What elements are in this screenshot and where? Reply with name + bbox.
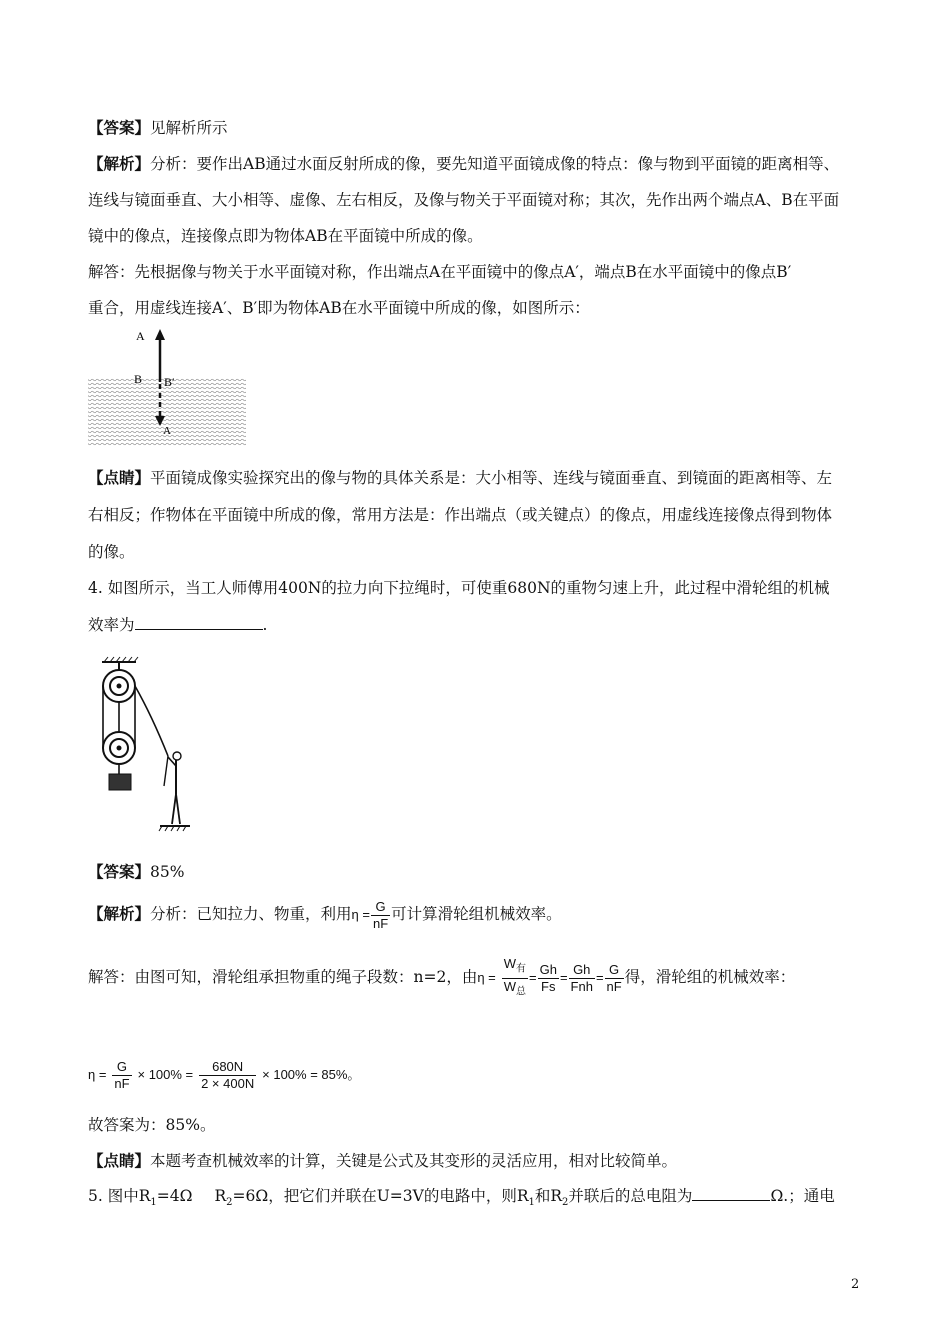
formula-680-over-800 xyxy=(199,1059,256,1092)
pull-rope xyxy=(135,686,168,756)
r1-subscript: 1 xyxy=(528,1197,535,1209)
q4-stem-line-1: 4. 如图所示，当工人师傅用400N的拉力向下拉绳时，可使重680N的重物匀速上升，此过程中滑轮组的机械 xyxy=(88,579,830,597)
times-100-text: × 100% = xyxy=(137,1067,194,1082)
formula-g-nf xyxy=(605,962,624,995)
numerator: G xyxy=(371,899,390,916)
numerator: 680N xyxy=(199,1059,256,1076)
denominator: Fs xyxy=(541,978,556,994)
q5-text-1: 5. 图中R xyxy=(88,1187,151,1205)
denominator xyxy=(502,979,528,1001)
solution-text: 解答：由图可知，滑轮组承担物重的绳子段数：n=2，由 xyxy=(88,968,478,987)
q4-final-answer: 故答案为：85%。 xyxy=(88,1116,216,1134)
q3-analysis-line-3: 镜中的像点，连接像点即为物体AB在平面镜中所成的像。 xyxy=(88,227,483,245)
w-subscript-total: 总 xyxy=(516,986,526,998)
analysis-tag: 【解析】 xyxy=(88,904,151,923)
q3-analysis-line-1 xyxy=(88,154,839,174)
w-subscript-useful: 有 xyxy=(516,963,526,975)
q3-comment-line-3: 的像。 xyxy=(88,543,135,561)
q4-comment-line xyxy=(88,1151,677,1171)
equals-sign: = xyxy=(559,970,568,986)
q3-comment-line-1 xyxy=(88,468,832,488)
eta-symbol: η = xyxy=(88,1067,107,1082)
worker-head-icon xyxy=(173,752,181,760)
label-a-prime: A xyxy=(163,425,171,437)
w-symbol: W xyxy=(503,956,516,971)
denominator: nF xyxy=(372,915,389,931)
label-b: B xyxy=(134,372,143,386)
numerator: G xyxy=(605,962,624,979)
arrow-head-icon xyxy=(155,329,165,340)
q4-solution-line xyxy=(88,956,795,1000)
r2-subscript: 2 xyxy=(226,1197,233,1209)
eta-symbol: η = xyxy=(477,970,496,986)
numerator: G xyxy=(112,1059,131,1076)
equals-sign: = xyxy=(595,970,604,986)
q5-text-3: 并联后的总电阻为 xyxy=(568,1187,693,1205)
w-symbol: W xyxy=(503,978,516,994)
page-number: 2 xyxy=(851,1277,860,1292)
label-b-prime: B′ xyxy=(164,375,175,389)
q4-analysis-line xyxy=(88,896,562,933)
r2-subscript: 2 xyxy=(562,1197,569,1209)
denominator: nF xyxy=(606,978,622,994)
r1-subscript: 1 xyxy=(150,1197,157,1209)
answer-text: 见解析所示 xyxy=(150,119,228,137)
solution-tail: 得，滑轮组的机械效率： xyxy=(624,968,796,987)
q5-stem-line xyxy=(88,1186,835,1213)
formula-g-nf xyxy=(112,1059,131,1092)
q5-text-2: 和R xyxy=(534,1187,563,1205)
comment-text: 平面镜成像实验探究出的像与物的具体关系是：大小相等、连线与镜面垂直、到镜面的距离相等、左 xyxy=(150,469,833,487)
stem-text: 效率为 xyxy=(88,616,135,634)
formula-w-ratio xyxy=(502,956,528,1000)
analysis-tail: 可计算滑轮组机械效率。 xyxy=(391,905,562,923)
denominator: nF xyxy=(114,1075,130,1091)
label-a: A xyxy=(136,329,145,343)
numerator: Gh xyxy=(539,961,557,977)
formula-gh-fs xyxy=(538,962,559,995)
comment-tag: 【点睛】 xyxy=(88,468,151,487)
analysis-text: 分析：已知拉力、物重，利用 xyxy=(150,905,352,923)
eta-symbol: η = xyxy=(351,907,370,922)
q3-answer-line xyxy=(88,118,228,138)
q4-stem-line-2 xyxy=(88,615,267,635)
analysis-text: 分析：要作出AB通过水面反射所成的像，要先知道平面镜成像的特点：像与物到平面镜的距离相等、 xyxy=(150,155,840,173)
r2-value: =6Ω，把它们并联在U=3V的电路中，则R xyxy=(232,1187,529,1205)
comment-text: 本题考查机械效率的计算，关键是公式及其变形的灵活应用，相对比较简单。 xyxy=(150,1152,678,1170)
q3-analysis-line-2: 连线与镜面垂直、大小相等、虚像、左右相反，及像与物关于平面镜对称；其次，先作出两个端点A、B在平面 xyxy=(88,191,840,209)
q4-answer-line xyxy=(88,862,184,882)
analysis-tag: 【解析】 xyxy=(88,154,151,173)
formula-gh-fnh xyxy=(569,962,595,995)
numerator: Gh xyxy=(569,962,595,979)
answer-tag: 【答案】 xyxy=(88,118,151,137)
result-text: × 100% = 85%。 xyxy=(262,1067,361,1082)
comment-tag: 【点睛】 xyxy=(88,1151,151,1170)
q3-solution-line-2: 重合，用虚线连接A′、B′即为物体AB在水平面镜中所成的像，如图所示： xyxy=(88,299,590,317)
numerator xyxy=(502,956,528,979)
answer-text: 85% xyxy=(150,863,185,881)
formula-g-over-nf xyxy=(371,899,390,932)
r2-label: R xyxy=(214,1187,227,1205)
answer-tag: 【答案】 xyxy=(88,862,151,881)
q5-unit-text: Ω.；通电 xyxy=(770,1187,835,1205)
q4-calculation-line xyxy=(88,1054,360,1095)
answer-blank xyxy=(135,615,263,630)
stem-end: . xyxy=(262,616,268,634)
mirror-reflection-figure xyxy=(86,326,248,448)
answer-blank xyxy=(692,1186,770,1201)
denominator: Fnh xyxy=(570,978,593,994)
weight-block xyxy=(109,774,131,790)
denominator: 2 × 400N xyxy=(201,1075,255,1091)
equals-sign: = xyxy=(529,970,537,986)
pulley-system-figure xyxy=(96,656,200,832)
r1-value: =4Ω xyxy=(156,1187,193,1205)
q3-solution-line-1: 解答：先根据像与物关于水平面镜对称，作出端点A在平面镜中的像点A′，端点B在水平面镜中的像点B′ xyxy=(88,263,792,281)
q3-comment-line-2: 右相反；作物体在平面镜中所成的像，常用方法是：作出端点（或关键点）的像点，用虚线连接像点得到物体 xyxy=(88,506,833,524)
